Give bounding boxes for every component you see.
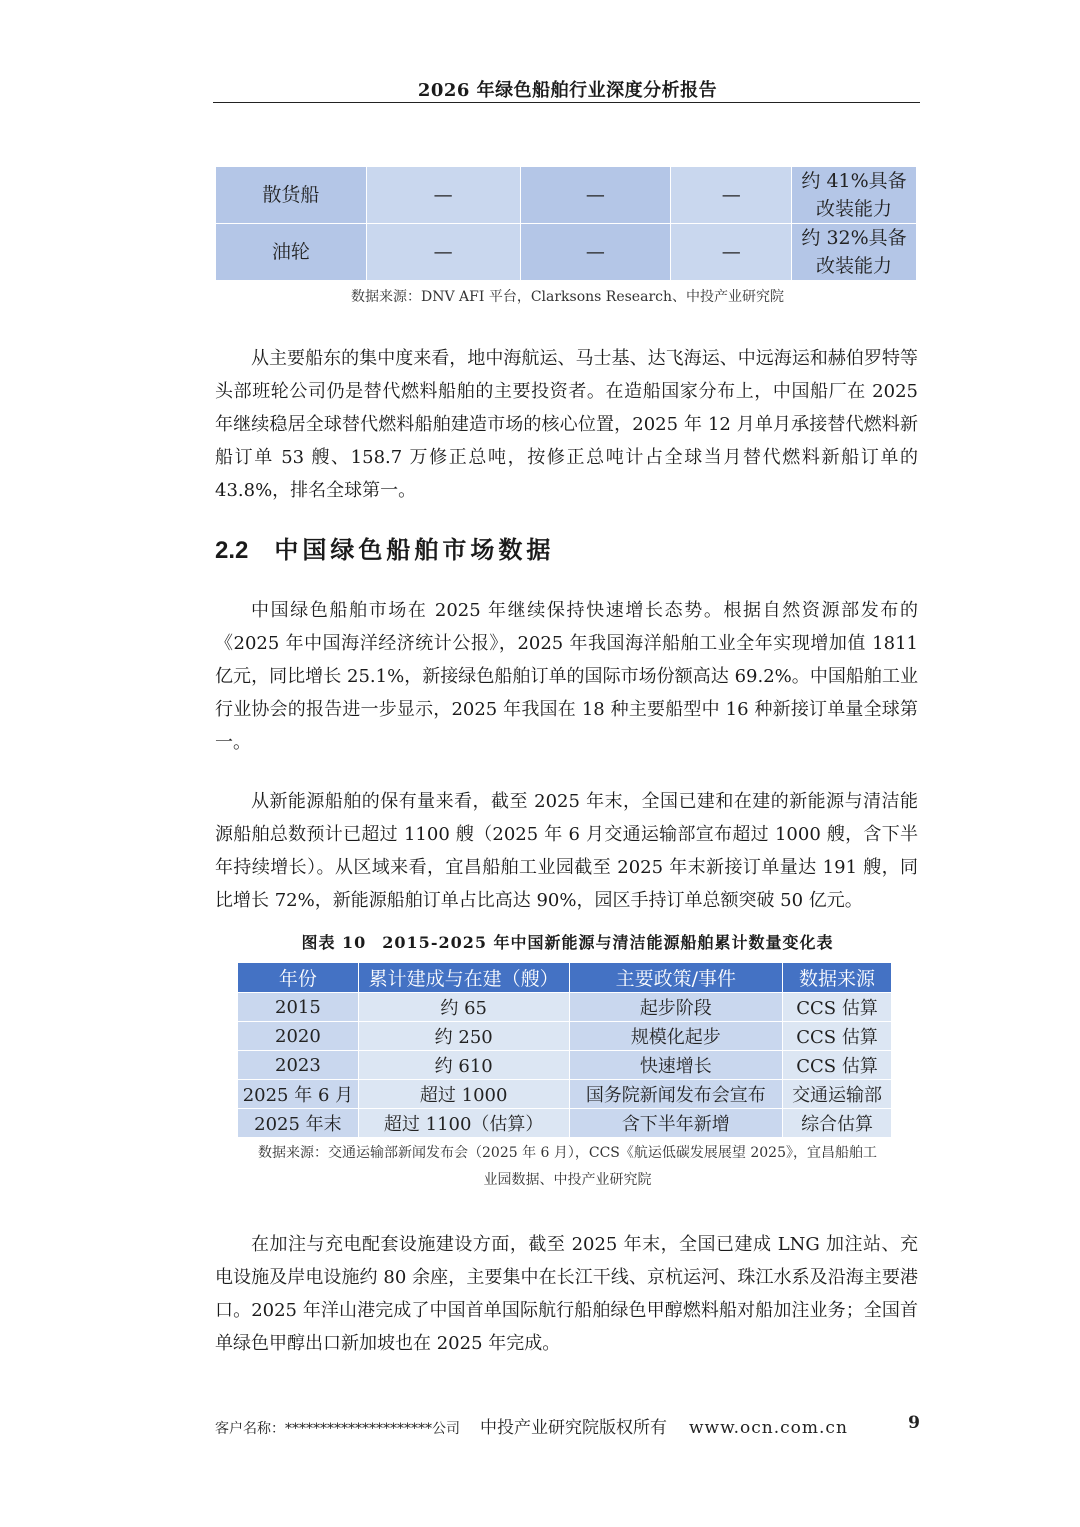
footer-client: 客户名称：*********************公司 (215, 1421, 460, 1437)
column-header: 年份 (238, 963, 359, 993)
table-cell: 快速增长 (569, 1051, 783, 1080)
table-cell: 2015 (238, 993, 359, 1022)
table-row (216, 224, 917, 281)
section-number: 2.2 (215, 537, 249, 564)
retrofit-note-line: 改装能力 (816, 255, 893, 277)
table-cell: — (366, 167, 520, 224)
ship-type-cell: 散货船 (216, 167, 367, 224)
table-cell: — (520, 167, 671, 224)
table-cell: CCS 估算 (783, 1022, 892, 1051)
table-cell: 2025 年 6 月 (238, 1080, 359, 1109)
table-row (216, 167, 917, 224)
table-cell: 规模化起步 (569, 1022, 783, 1051)
retrofit-note-cell (792, 224, 917, 281)
table-cell: 2025 年末 (238, 1109, 359, 1138)
footer-url: www.ocn.com.cn (689, 1418, 848, 1438)
body-paragraph: 从主要船东的集中度来看，地中海航运、马士基、达飞海运、中远海运和赫伯罗特等头部班轮公司仍是替代燃料船舶的主要投资者。在造船国家分布上，中国船厂在 2025 年继续稳居全球替代燃料船舶建造市场的核心位置，2025 年 12 月单月承接替代燃料新船订单 53 艘、158.7 万修正总吨，按修正总吨计占全球当月替代燃料新船订单的 43.8%，排名全球第一。 (215, 348, 918, 501)
table-cell: CCS 估算 (783, 1051, 892, 1080)
table-cell: — (671, 224, 792, 281)
table-cell: 约 250 (358, 1022, 569, 1051)
header-divider (213, 102, 920, 103)
figure-source-line: 数据来源：交通运输部新闻发布会（2025 年 6 月），CCS《航运低碳发展展望 2025》，宜昌船舶工 (258, 1145, 877, 1161)
table-cell: 交通运输部 (783, 1080, 892, 1109)
figure-source-note (215, 1140, 920, 1194)
footer-copyright: 中投产业研究院版权所有 (480, 1418, 667, 1438)
table-row (238, 1022, 892, 1051)
table-cell: 2023 (238, 1051, 359, 1080)
table-source-note: 数据来源：DNV AFI 平台，Clarksons Research、中投产业研究院 (350, 289, 784, 305)
section-heading (215, 530, 554, 565)
table-cell: 综合估算 (783, 1109, 892, 1138)
table-cell: — (520, 224, 671, 281)
table-cell: 含下半年新增 (569, 1109, 783, 1138)
column-header: 主要政策/事件 (569, 963, 783, 993)
table-cell: — (366, 224, 520, 281)
page-number: 9 (908, 1413, 920, 1433)
figure-caption (215, 930, 920, 953)
ship-retrofit-table (215, 166, 917, 281)
table-cell: 起步阶段 (569, 993, 783, 1022)
section-title: 中国绿色船舶市场数据 (274, 535, 555, 564)
ship-type-cell: 油轮 (216, 224, 367, 281)
table-cell: 超过 1100（估算） (358, 1109, 569, 1138)
report-header-title: 2026 年绿色船舶行业深度分析报告 (417, 80, 718, 101)
table-row (238, 993, 892, 1022)
table-row (238, 1080, 892, 1109)
retrofit-note-line: 改装能力 (816, 198, 893, 220)
table-cell: 2020 (238, 1022, 359, 1051)
table-cell: 约 65 (358, 993, 569, 1022)
table-cell: CCS 估算 (783, 993, 892, 1022)
column-header: 数据来源 (783, 963, 892, 993)
body-paragraph: 从新能源船舶的保有量来看，截至 2025 年末，全国已建和在建的新能源与清洁能源船舶总数预计已超过 1100 艘（2025 年 6 月交通运输部宣布超过 1000 艘，含下半年持续增长）。从区域来看，宜昌船舶工业园截至 2025 年末新接订单量达 191 艘，同比增长 72%，新能源船舶订单占比高达 90%，园区手持订单总额突破 50 亿元。 (215, 791, 918, 911)
table-cell: 国务院新闻发布会宣布 (569, 1080, 783, 1109)
table-header-row (238, 963, 892, 993)
table-cell: — (671, 167, 792, 224)
retrofit-note-line: 约 32%具备 (801, 227, 907, 249)
table-row (238, 1051, 892, 1080)
table-cell: 约 610 (358, 1051, 569, 1080)
table-row (238, 1109, 892, 1138)
figure-label: 图表 10 (301, 933, 367, 952)
body-paragraph: 在加注与充电配套设施建设方面，截至 2025 年末，全国已建成 LNG 加注站、充电设施及岸电设施约 80 余座，主要集中在长江干线、京杭运河、珠江水系及沿海主要港口。2025 年洋山港完成了中国首单国际航行船舶绿色甲醇燃料船对船加注业务；全国首单绿色甲醇出口新加坡也在 2025 年完成。 (215, 1234, 918, 1354)
table-cell: 超过 1000 (358, 1080, 569, 1109)
figure-source-line: 业园数据、中投产业研究院 (483, 1172, 652, 1188)
page-footer (215, 1413, 920, 1438)
column-header: 累计建成与在建（艘） (358, 963, 569, 993)
figure-title: 2015-2025 年中国新能源与清洁能源船舶累计数量变化表 (382, 933, 834, 952)
retrofit-note-cell (792, 167, 917, 224)
ship-count-table (237, 962, 892, 1138)
body-paragraph: 中国绿色船舶市场在 2025 年继续保持快速增长态势。根据自然资源部发布的《2025 年中国海洋经济统计公报》，2025 年我国海洋船舶工业全年实现增加值 1811 亿元，同比增长 25.1%，新接绿色船舶订单的国际市场份额高达 69.2%。中国船舶工业行业协会的报告进一步显示，2025 年我国在 18 种主要船型中 16 种新接订单量全球第一。 (215, 600, 918, 753)
retrofit-note-line: 约 41%具备 (801, 170, 907, 192)
